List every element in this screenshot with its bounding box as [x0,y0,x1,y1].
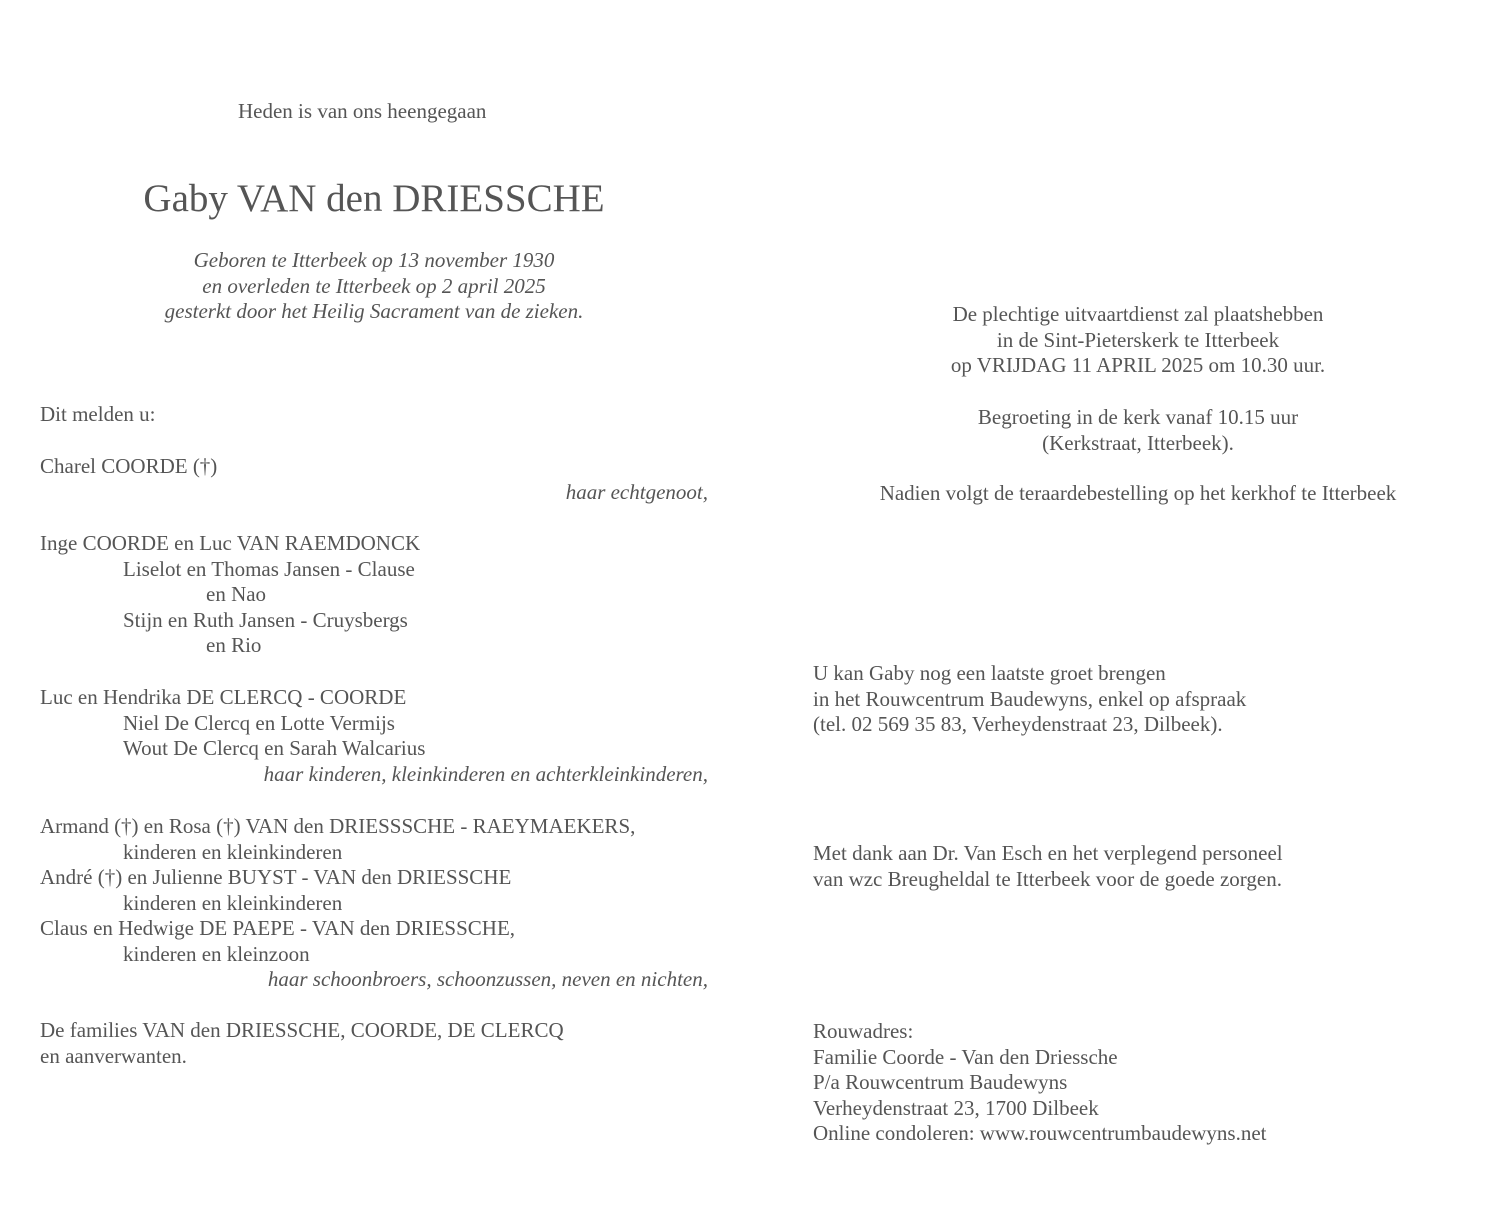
condolence-line: Online condoleren: www.rouwcentrumbaudewyns.net [813,1121,1267,1146]
family-line: kinderen en kleinkinderen [123,839,343,864]
visit-line: U kan Gaby nog een laatste groet brengen [813,661,1166,685]
address-line: Verheydenstraat 23, 1700 Dilbeek [813,1095,1099,1120]
families-text [40,1018,564,1069]
service-line: op VRIJDAG 11 APRIL 2025 om 10.30 uur. [950,353,1326,378]
children-relation: haar kinderen, kleinkinderen en achterkleinkinderen, [263,762,708,786]
spouse-name: Charel COORDE (†) [40,454,218,478]
birth-line: Geboren te Itterbeek op 13 november 1930 [193,248,555,272]
service-line: in de Sint-Pieterskerk te Itterbeek [996,327,1280,352]
thanks-line: Met dank aan Dr. Van Esch en het verplegend personeel [813,841,1283,865]
thanks-text [813,841,1283,892]
family-line: Claus en Hedwige DE PAEPE - VAN den DRIESSCHE, [40,916,516,941]
address-line: Familie Coorde - Van den Driessche [813,1044,1118,1069]
family-line: Stijn en Ruth Jansen - Cruysbergs [123,607,408,632]
birth-death-info [40,248,708,325]
announce-text: Dit melden u: [40,402,156,426]
service-line: De plechtige uitvaartdienst zal plaatshebben [952,302,1324,326]
sacrament-line: gesterkt door het Heilig Sacrament van de zieken. [164,299,584,324]
families-line: en aanverwanten. [40,1043,187,1068]
intro-text: Heden is van ons heengegaan [238,99,487,123]
families-line: De families VAN den DRIESSCHE, COORDE, DE CLERCQ [40,1018,564,1042]
visit-line: in het Rouwcentrum Baudewyns, enkel op afspraak [813,686,1247,711]
thanks-line: van wzc Breugheldal te Itterbeek voor de goede zorgen. [813,866,1282,891]
greeting-line: Begroeting in de kerk vanaf 10.15 uur [977,405,1299,429]
family-line: en Nao [206,582,267,607]
inlaws-relation: haar schoonbroers, schoonzussen, neven en nichten, [267,967,708,991]
family-group-1 [40,531,420,659]
family-line: Liselot en Thomas Jansen - Clause [123,556,415,581]
family-line: Wout De Clercq en Sarah Walcarius [123,736,426,761]
family-line: Luc en Hendrika DE CLERCQ - COORDE [40,685,407,709]
spouse-relation: haar echtgenoot, [565,480,708,504]
family-line: André (†) en Julienne BUYST - VAN den DRIESSCHE [40,865,512,890]
greeting-line: (Kerkstraat, Itterbeek). [1042,430,1234,455]
family-line: en Rio [206,633,262,658]
family-line: Niel De Clercq en Lotte Vermijs [123,710,395,735]
burial-info: Nadien volgt de teraardebestelling op het kerkhof te Itterbeek [879,481,1397,505]
mourning-address [813,1019,1267,1147]
visit-info [813,661,1246,738]
family-line: kinderen en kleinzoon [123,941,310,966]
address-label: Rouwadres: [813,1019,914,1043]
family-group-3 [40,814,635,968]
deceased-name: Gaby VAN den DRIESSCHE [143,177,605,220]
greeting-info [838,405,1438,456]
visit-line: (tel. 02 569 35 83, Verheydenstraat 23, Dilbeek). [813,712,1223,737]
address-line: P/a Rouwcentrum Baudewyns [813,1070,1068,1095]
family-group-2 [40,685,425,762]
family-line: Inge COORDE en Luc VAN RAEMDONCK [40,531,421,555]
service-info [838,302,1438,379]
family-line: Armand (†) en Rosa (†) VAN den DRIESSSCHE - RAEYMAEKERS, [40,814,636,838]
family-line: kinderen en kleinkinderen [123,890,343,915]
death-line: en overleden te Itterbeek op 2 april 2025 [202,273,546,298]
